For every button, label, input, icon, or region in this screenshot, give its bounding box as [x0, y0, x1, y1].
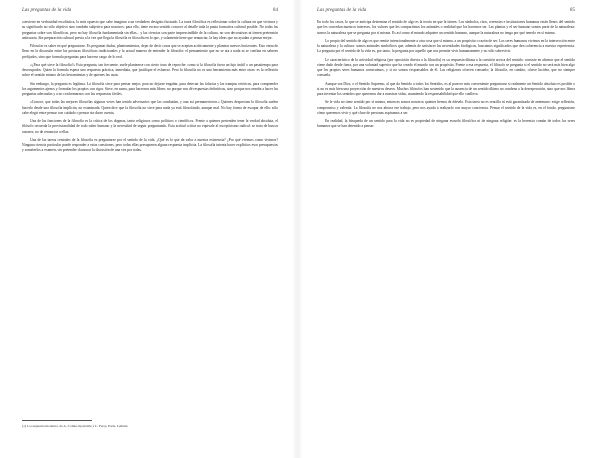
paragraph: «¿Para qué sirve la filosofía?» Esta pregunta, tan frecuente, suele plantearse con cierto tono de reproche: como si la filosofía fuera un lujo inútil o un pasatiempo para desocupados. Quien la formula espera una respuesta práctica, inmediata, que justifique el esfuerzo. Pero la filosofía no es una herramienta más entre otras: es la reflexión sobre el sentido mismo de las herramientas y de quienes las usan. — [22, 62, 278, 78]
paragraph: Sin embargo, la pregunta es legítima. La filosofía sirve para pensar mejor, para no dejarse engañar, para detectar las falacias y las trampas retóricas, para comprender los argumentos ajenos y formular los propios con rigor. Sirve, en suma, para hacernos más libres: no porque nos dé respuestas definitivas, sino porque nos enseña a hacer las preguntas adecuadas y a no conformarnos con las respuestas fáciles. — [22, 81, 278, 96]
running-head: Las preguntas de la vida — [317, 8, 367, 13]
paragraph: Una de las tareas centrales de la filosofía es preguntarse por el sentido de la vida. ¿Qué es lo que da valor a nuestra existencia? ¿Por qué vivimos como vivimos? Ninguna ciencia particular puede responder a estas cuestiones, pero todas ellas presuponen alguna respuesta implícita. La filosofía intenta hacer explícitos esos presupuestos y someterlos a examen, sin pretender clausurar la discusión de una vez por todas. — [22, 137, 278, 153]
left-page-body — [22, 20, 278, 154]
left-page — [0, 0, 292, 458]
right-page-header — [317, 8, 575, 20]
paragraph: «Conoce, que todas las mejores filosofías algunas veces han tenido adversarios que las combatían, y aun así permanecieron.» Quienes desprecian la filosofía suelen hacerlo desde una filosofía implícita, no examinada. Quien dice que la filosofía no sirve para nada ya está filosofando, aunque mal. No hay forma de escapar de ella: sólo cabe elegir entre pensar con cuidado o pensar sin darse cuenta. — [22, 100, 278, 115]
right-page — [303, 0, 595, 458]
paragraph: En realidad, la búsqueda de un sentido para la vida no es propiedad de ninguna escuela filosófica ni de ninguna religión: es la herencia común de todos los seres humanos que se han detenido a pensar. — [317, 119, 575, 129]
paragraph: Aunque sea Dios, o el Sentido Supremo, al que da Sentido a todos los Sentidos, es al parecer más conveniente preguntarse si realmente un Sentido absoluto es posible o si no es más bien una proyección de nuestros deseos. Muchos filósofos han sostenido que la ausencia de un sentido último no condena a la desesperación, sino que nos libera para inventar los sentidos que queremos dar a nuestras vidas, asumiendo la responsabilidad que ello conlleva. — [317, 81, 575, 96]
footnote-divider — [22, 420, 92, 421]
book-gutter — [292, 0, 303, 458]
running-head: Las preguntas de la vida — [22, 8, 72, 13]
left-page-header — [22, 8, 278, 20]
paragraph: En todo los casos, lo que se anticipa determina el sentido de algo es la teoría en que la tienen. Los símbolos, ritos, creencias e instituciones humanas están llenos del sentido que les concedan nuestros intereses, los valores que les compartimos los animales o realidad que los hacemos ser. Las plantas y el ser humano somos parte de la naturaleza: somos la naturaleza que se pregunta por sí misma. Es así como el mundo adquiere un sentido humano, aunque la naturaleza no tenga por qué tenerlo en sí misma. — [317, 20, 575, 35]
right-page-body — [317, 20, 575, 130]
footnote: (1) La respuesta moderna, de A. Comte-Sponville y L. Ferry, París, Leibniz. — [22, 424, 129, 428]
paragraph: Le característico de la actividad religiosa (por oposición directa a la filosofía) es su respuesta última a la cuestión acerca del sentido: consiste en afirmar que el sentido viene dado desde fuera, por una voluntad superior que ha creado el mundo con un propósito. Frente a esa respuesta, el filósofo se pregunta si el sentido no será más bien algo que los propios seres humanos construimos, y si no somos responsables de él. Las religiones ofrecen consuelo; la filosofía, en cambio, ofrece lucidez, que no siempre consuela. — [317, 57, 575, 78]
paragraph: Filosofar es saber en qué preguntarse. Es preguntar dudas, planteamientos, dejar de decir cosas que se aceptan acríticamente y plantear nuevos horizontes. Esto entra de lleno en la discusión entre las posturas filosóficas tradicionales y la actual manera de entender la filosofía: el pensamiento que no se ata a nada ni se confina en saberes prefijados, sino que formula preguntas para hacerse cargo de lo real. — [22, 44, 278, 59]
paragraph: Una de las funciones de la filosofía es la crítica de los dogmas, tanto religiosos como políticos o científicos. Frente a quienes pretenden tener la verdad absoluta, el filósofo recuerda la provisionalidad de todo saber humano y la necesidad de seguir preguntando. Esta actitud crítica no equivale al escepticismo radical: se trata de buscar razones, no de renunciar a ellas. — [22, 119, 278, 134]
paragraph: convierte en verbosidad escolástica, lo más opuesto que cabe imaginar a un verdadero designio ilustrado. La tarea filosófica es reflexionar sobre la cultura en que vivimos y su significado no sólo objetivo sino también subjetivo para nosotros: para ello, tiene escaso sentido conocer al detalle toda la pauta formativa cultural posible. No todas las preguntas sobre son filosóficas, pero no hay filosofía fundamentada sin ellas... y las ciencias son parte imprescindible de la cultura, no son decorativas ni tienen pretensión anticuaria. Sin preparación cultural previa a la vez que llega la filosofía es filosofía en lo que, y solamente tiene que renunciar, la hay ideas que no ayudan a pensar mejor. — [22, 20, 278, 40]
paragraph: Se le vida no tiene sentido por sí misma, entonces somos nosotros quienes hemos de dárselo. Esta tarea no es sencilla ni está garantizada de antemano: exige reflexión, compromiso y valentía. La filosofía no nos ahorra ese trabajo, pero nos ayuda a realizarlo con mayor conciencia. Pensar el sentido de la vida es, en el fondo, preguntarse cómo queremos vivir y qué clase de personas aspiramos a ser. — [317, 100, 575, 115]
page-number: 85 — [570, 8, 575, 13]
page-number: 84 — [273, 8, 278, 13]
paragraph: Lo propio del sentido de algo es que remite intencionalmente a otra cosa que sí misma, a un propósito o razón de ser. Los seres humanos vivimos en la intersección entre la naturaleza y la cultura: somos animales simbólicos que, además de satisfacer las necesidades biológicas, buscamos significados que den coherencia a nuestra experiencia. La pregunta por el sentido de la vida es, por tanto, la pregunta por aquello que nos permite vivir humanamente y no sólo sobrevivir. — [317, 38, 575, 54]
